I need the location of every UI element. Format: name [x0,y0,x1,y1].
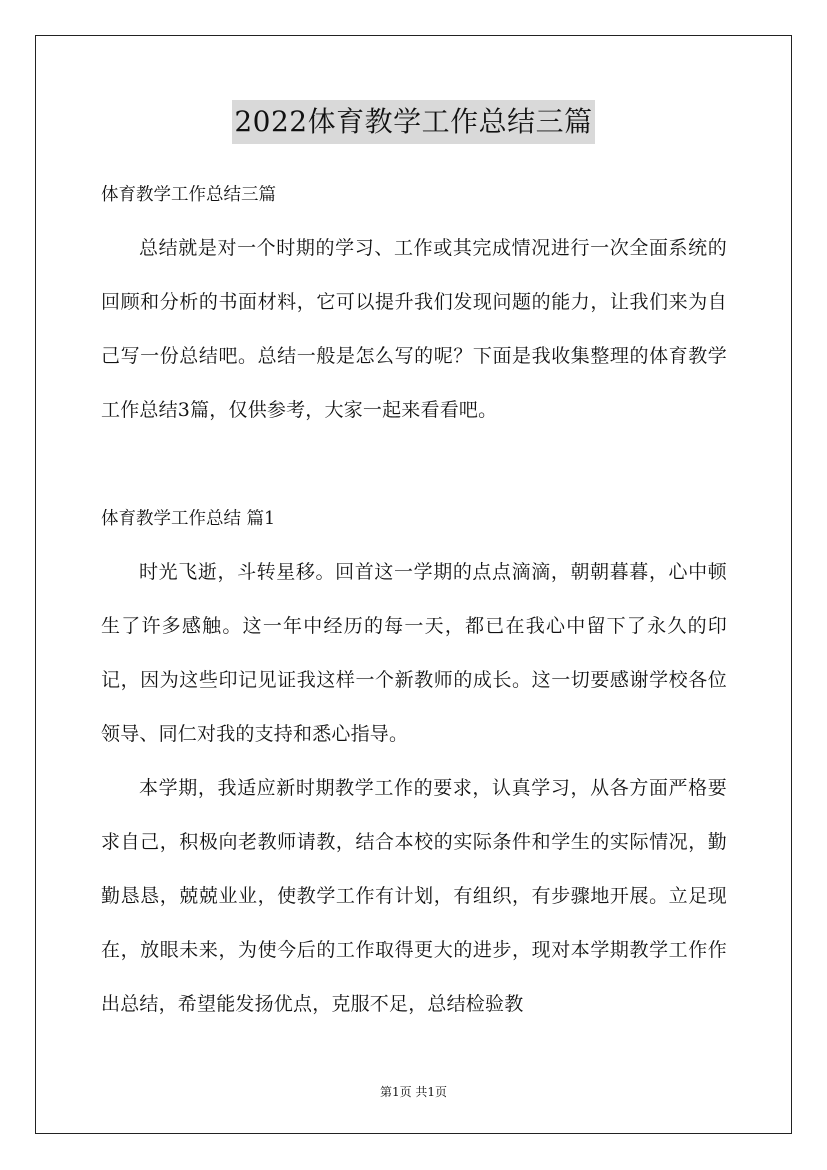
section1-body [101,545,727,1031]
intro-heading-block [101,182,727,208]
document-title [0,100,827,144]
section1-heading-block [101,506,727,532]
intro-paragraph: 总结就是对一个时期的学习、工作或其完成情况进行一次全面系统的回顾和分析的书面材料，它可以提升我们发现问题的能力，让我们来为自己写一份总结吧。总结一般是怎么写的呢？下面是我收集整理的体育教学工作总结3篇，仅供参考，大家一起来看看吧。 [101,237,727,421]
page-footer [0,1083,827,1101]
document-title-text: 2022体育教学工作总结三篇 [232,100,594,144]
section1-paragraph-2: 本学期，我适应新时期教学工作的要求，认真学习，从各方面严格要求自己，积极向老教师请教，结合本校的实际条件和学生的实际情况，勤勤恳恳，兢兢业业，使教学工作有计划，有组织，有步骤地开展。立足现在，放眼未来，为使今后的工作取得更大的进步，现对本学期教学工作作出总结，希望能发扬优点，克服不足，总结检验教 [101,777,727,1015]
intro-paragraph-block [101,221,727,437]
page-number-label: 第1页 共1页 [379,1085,448,1099]
section1-heading: 体育教学工作总结 篇1 [101,509,276,529]
section1-paragraph-1: 时光飞逝，斗转星移。回首这一学期的点点滴滴，朝朝暮暮，心中顿生了许多感触。这一年中经历的每一天，都已在我心中留下了永久的印记，因为这些印记见证我这样一个新教师的成长。这一切要感谢学校各位领导、同仁对我的支持和悉心指导。 [101,561,727,745]
intro-heading: 体育教学工作总结三篇 [101,185,276,205]
